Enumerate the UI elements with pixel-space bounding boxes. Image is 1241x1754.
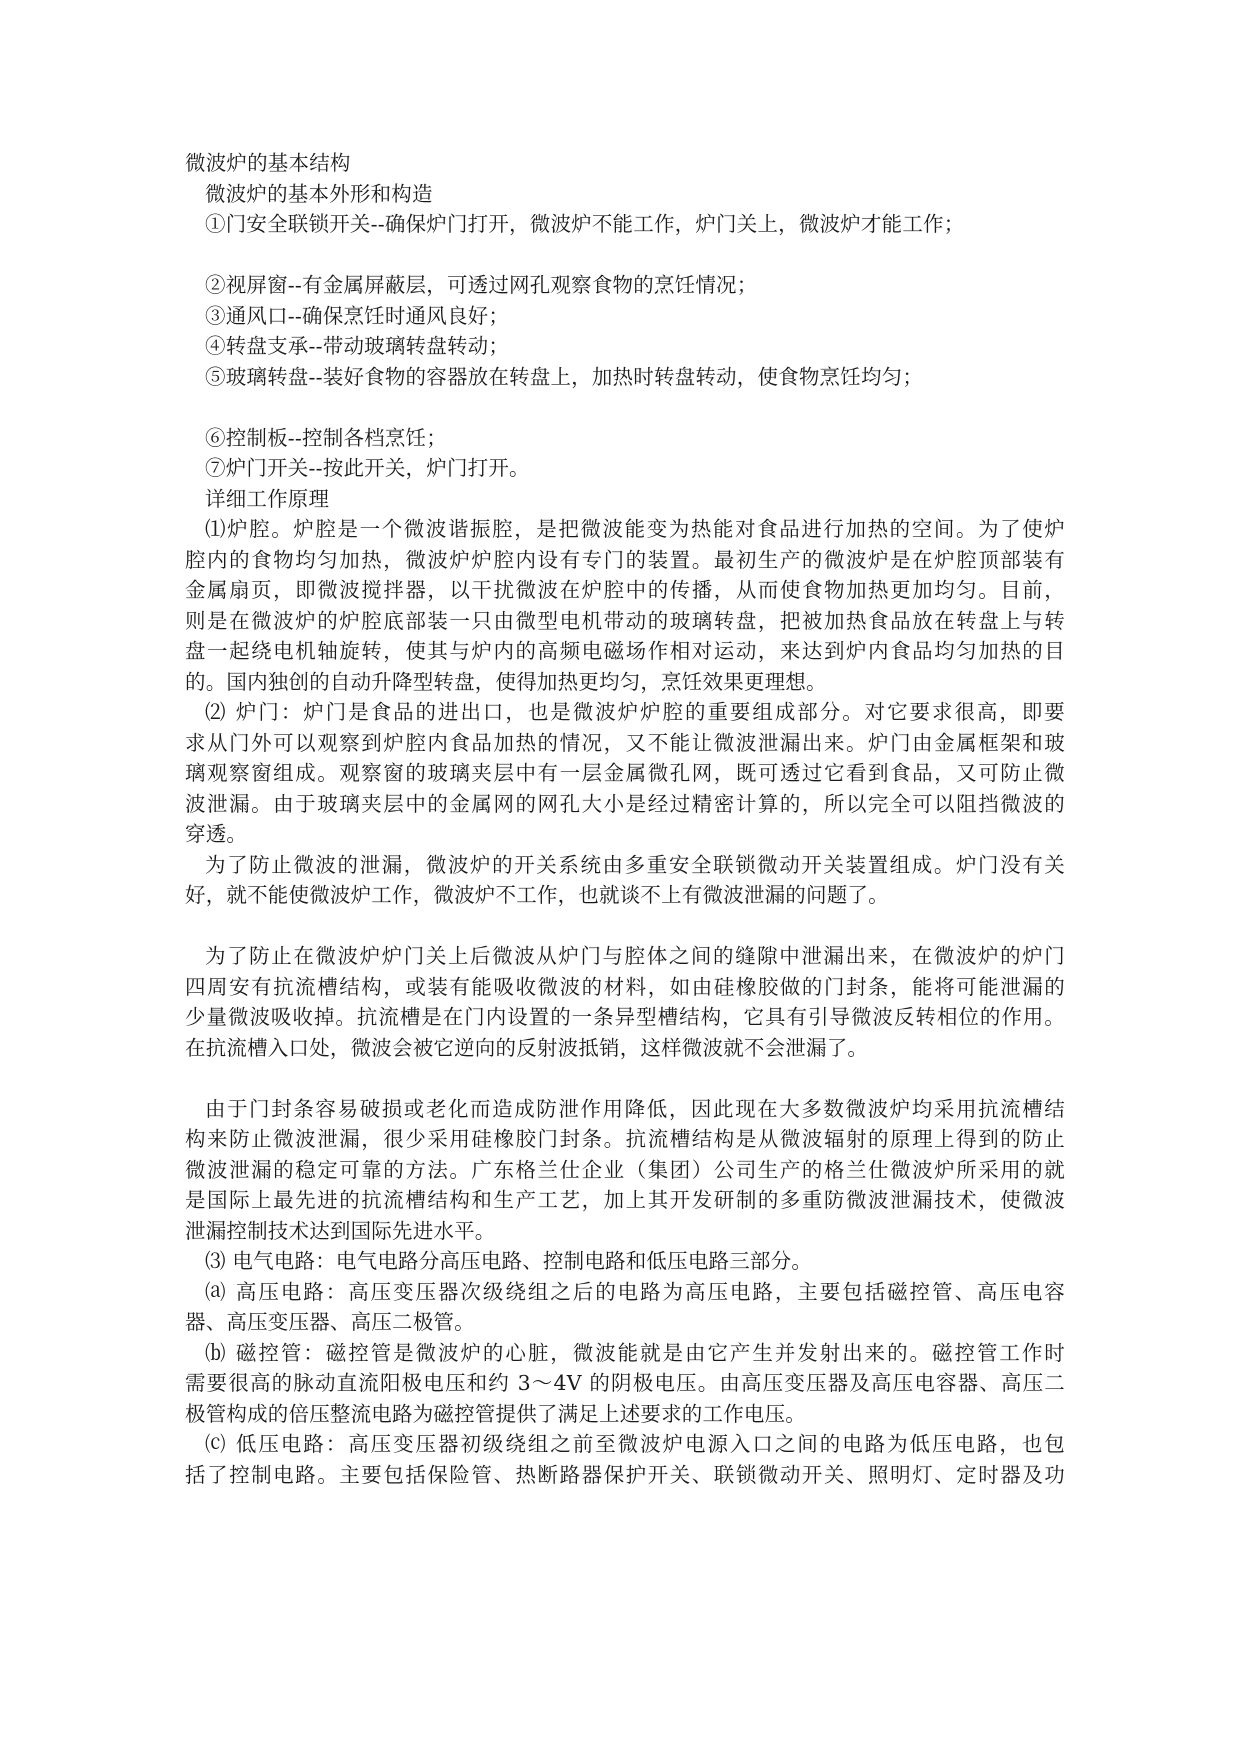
text-line: 盘一起绕电机轴旋转，使其与炉内的高频电磁场作相对运动，来达到炉内食品均匀加热的目 — [185, 639, 1065, 663]
text-line: ②视屏窗--有金属屏蔽层，可透过网孔观察食物的烹饪情况； — [205, 273, 758, 297]
text-line: 需要很高的脉动直流阳极电压和约 3～4V 的阴极电压。由高压变压器及高压电容器、高压二 — [185, 1371, 1065, 1395]
text-line: 详细工作原理 — [205, 486, 330, 511]
blank-line — [185, 1063, 1065, 1094]
text-line: 在抗流槽入口处，微波会被它逆向的反射波抵销，这样微波就不会泄漏了。 — [185, 1035, 869, 1060]
text-line: ⒝ 磁控管：磁控管是微波炉的心脏，微波能就是由它产生并发射出来的。磁控管工作时 — [205, 1340, 1065, 1365]
text-line: 构来防止微波泄漏，很少采用硅橡胶门封条。抗流槽结构是从微波辐射的原理上得到的防止 — [185, 1127, 1065, 1151]
text-line: 微波泄漏的稳定可靠的方法。广东格兰仕企业（集团）公司生产的格兰仕微波炉所采用的就 — [185, 1157, 1065, 1182]
document-title: 微波炉的基本结构 — [185, 151, 351, 175]
text-line: 则是在微波炉的炉腔底部装一只由微型电机带动的玻璃转盘，把被加热食品放在转盘上与转 — [185, 608, 1065, 633]
text-line: 极管构成的倍压整流电路为磁控管提供了满足上述要求的工作电压。 — [185, 1401, 806, 1426]
text-line: 波泄漏。由于玻璃夹层中的金属网的网孔大小是经过精密计算的，所以完全可以阻挡微波的 — [185, 791, 1065, 816]
text-line: ④转盘支承--带动玻璃转盘转动； — [205, 334, 510, 358]
text-line: 微波炉的基本外形和构造 — [205, 181, 433, 206]
text-line: 四周安有抗流槽结构，或装有能吸收微波的材料，如由硅橡胶做的门封条，能将可能泄漏的 — [185, 974, 1065, 999]
text-line: 少量微波吸收掉。抗流槽是在门内设置的一条异型槽结构，它具有引导微波反转相位的作用。 — [185, 1005, 1065, 1029]
text-line: 璃观察窗组成。观察窗的玻璃夹层中有一层金属微孔网，既可透过它看到食品，又可防止微 — [185, 761, 1065, 785]
text-line: ⒜ 高压电路：高压变压器次级绕组之后的电路为高压电路，主要包括磁控管、高压电容 — [205, 1279, 1065, 1304]
text-line: 泄漏控制技术达到国际先进水平。 — [185, 1218, 496, 1243]
blank-line — [185, 240, 1065, 271]
text-line: 为了防止在微波炉炉门关上后微波从炉门与腔体之间的缝隙中泄漏出来，在微波炉的炉门 — [205, 944, 1065, 968]
text-line: ①门安全联锁开关--确保炉门打开，微波炉不能工作，炉门关上，微波炉才能工作； — [205, 212, 965, 236]
text-line: 由于门封条容易破损或老化而造成防泄作用降低，因此现在大多数微波炉均采用抗流槽结 — [205, 1096, 1065, 1121]
text-line: ⑴炉腔。炉腔是一个微波谐振腔，是把微波能变为热能对食品进行加热的空间。为了使炉 — [205, 517, 1065, 541]
document-page — [185, 148, 1065, 1490]
text-line: 金属扇页，即微波搅拌器，以干扰微波在炉腔中的传播，从而使食物加热更加均匀。目前， — [185, 578, 1065, 602]
text-line: ⑶ 电气电路：电气电路分高压电路、控制电路和低压电路三部分。 — [205, 1249, 813, 1273]
text-line: 的。国内独创的自动升降型转盘，使得加热更均匀，烹饪效果更理想。 — [185, 669, 827, 694]
text-line: 腔内的食物均匀加热，微波炉炉腔内设有专门的装置。最初生产的微波炉是在炉腔顶部装有 — [185, 547, 1065, 572]
text-line: 求从门外可以观察到炉腔内食品加热的情况，又不能让微波泄漏出来。炉门由金属框架和玻 — [185, 730, 1065, 755]
text-line: ⒞ 低压电路：高压变压器初级绕组之前至微波炉电源入口之间的电路为低压电路，也包 — [205, 1432, 1065, 1456]
text-line: 器、高压变压器、高压二极管。 — [185, 1310, 475, 1334]
text-line: ③通风口--确保烹饪时通风良好； — [205, 303, 510, 328]
text-line: 为了防止微波的泄漏，微波炉的开关系统由多重安全联锁微动开关装置组成。炉门没有关 — [205, 852, 1065, 877]
text-line: ⑵ 炉门：炉门是食品的进出口，也是微波炉炉腔的重要组成部分。对它要求很高，即要 — [205, 700, 1065, 724]
text-line: 是国际上最先进的抗流槽结构和生产工艺，加上其开发研制的多重防微波泄漏技术，使微波 — [185, 1188, 1065, 1212]
text-line: ⑥控制板--控制各档烹饪； — [205, 425, 447, 450]
text-line: ⑤玻璃转盘--装好食物的容器放在转盘上，加热时转盘转动，使食物烹饪均匀； — [205, 364, 924, 389]
blank-line — [185, 392, 1065, 423]
text-line: 好，就不能使微波炉工作，微波炉不工作，也就谈不上有微波泄漏的问题了。 — [185, 883, 889, 907]
text-line: 括了控制电路。主要包括保险管、热断路器保护开关、联锁微动开关、照明灯、定时器及功 — [185, 1462, 1065, 1487]
text-line: 穿透。 — [185, 822, 248, 846]
blank-line — [185, 911, 1065, 942]
text-line: ⑦炉门开关--按此开关，炉门打开。 — [205, 456, 530, 480]
